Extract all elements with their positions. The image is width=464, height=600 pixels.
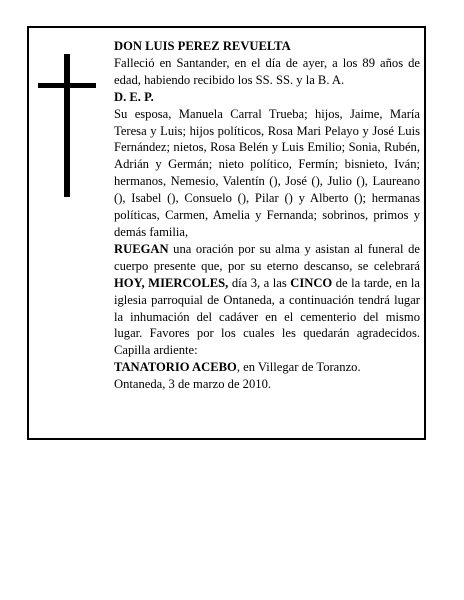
ruegan-keyword: RUEGAN — [114, 241, 169, 256]
family-members: Su esposa, Manuela Carral Trueba; hijos, Jaime, María Teresa y Luis; hijos políticos, Rosa Mari Pelayo y José Luis Fernández; nietos, Rosa Belén y Luis Emilio; Sonia, Rubén, Adrián y Germán; nieto político, Fermín; bisnieto, Iván; hermanos, Nemesio, Valentín (), José (), Julio (), Laureano (), Isabel (), Consuelo (), Pilar () y Alberto (); hermanas políticas, Carmen, Amelia y Fernanda; sobrinos, primos y demás familia, — [114, 106, 420, 239]
place-and-date: Ontaneda, 3 de marzo de 2010. — [114, 377, 272, 392]
cross-icon — [38, 54, 96, 197]
funeral-request: una oración por su alma y asistan al funeral de cuerpo presente que, por su eterno descanso, se celebrará — [114, 241, 420, 273]
funeral-time: CINCO — [290, 275, 333, 290]
deceased-name: DON LUIS PEREZ REVUELTA — [114, 39, 291, 53]
funeral-details: de la tarde, en la iglesia parroquial de Ontaneda, a continuación tendrá lugar la inhumación del cadáver en el cementerio del mismo lugar. Favores por los cuales les quedarán agradecidos. Capilla ardiente: — [114, 275, 420, 358]
rest-in-peace: D. E. P. — [114, 89, 154, 104]
family-list — [114, 106, 420, 377]
cross-vertical-bar — [64, 54, 70, 197]
cross-horizontal-bar — [38, 83, 96, 88]
funeral-day: HOY, MIERCOLES, — [114, 275, 229, 290]
death-announcement: Falleció en Santander, en el día de ayer, a los 89 años de edad, habiendo recibido los SS. SS. y la B. A. — [114, 55, 420, 87]
funeral-date: día 3, a las — [228, 275, 291, 290]
funeral-home: TANATORIO ACEBO — [114, 360, 237, 375]
funeral-home-location: , en Villegar de Toranzo. — [236, 360, 361, 375]
obituary-text — [114, 38, 420, 393]
